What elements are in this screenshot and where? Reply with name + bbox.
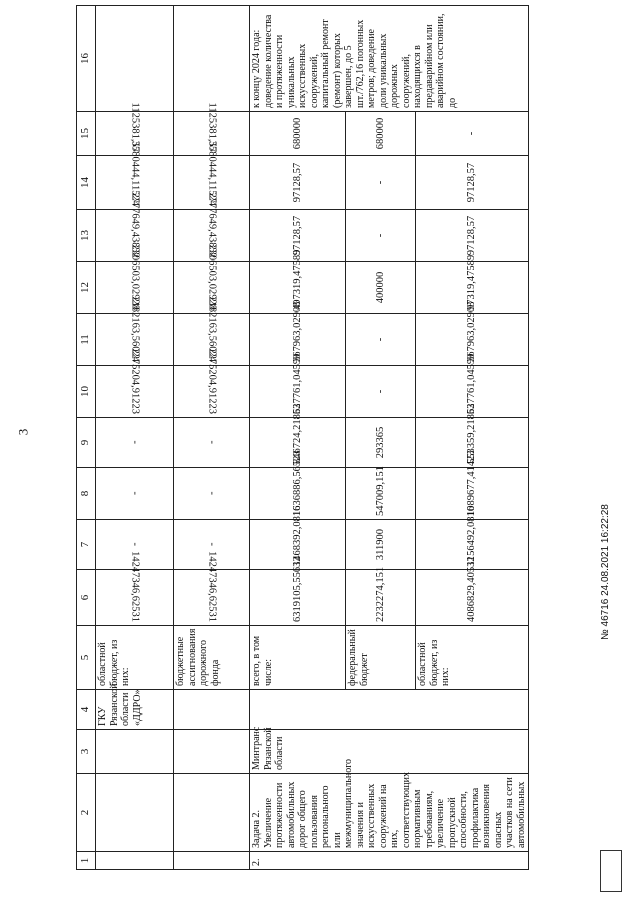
- value-cell: -: [346, 366, 416, 418]
- value-cell: -: [346, 156, 416, 210]
- value-cell: -: [174, 520, 250, 570]
- value-cell: 547009,151: [346, 468, 416, 520]
- header-cell: 8: [77, 468, 96, 520]
- value-cell: 3580444,11524: [96, 156, 174, 210]
- value-cell: -: [346, 314, 416, 366]
- task-description: Задача 2. Увеличение протяженности автомобильных дорог общего пользования регионального или межмуниципального значения и искусственных сооружений на них, соответствующих нормативным требованиям, увеличение пропускной способности, профилактика возникновения опасных участков на сети автомобильных: [250, 774, 529, 852]
- value-cell: 311900: [346, 520, 416, 570]
- value-cell: 2232274,151: [346, 570, 416, 626]
- header-cell: 9: [77, 418, 96, 468]
- barcode-mark: [600, 850, 622, 892]
- value-cell: 1089677,41423: [416, 468, 529, 520]
- source-cell: всего, в том числе:: [250, 626, 346, 690]
- value-cell: 497319,47589: [250, 262, 346, 314]
- value-cell: 2182163,56024: [174, 314, 250, 366]
- header-cell: 16: [77, 6, 96, 112]
- value-cell: 97319,47589: [416, 262, 529, 314]
- value-cell: 627761,04599: [250, 366, 346, 418]
- value-cell: 14247346,62531: [174, 570, 250, 626]
- value-cell: -: [96, 418, 174, 468]
- value-cell: 97128,57: [250, 210, 346, 262]
- value-cell: 97128,57: [416, 210, 529, 262]
- value-cell: 367963,02908: [250, 314, 346, 366]
- header-cell: 4: [77, 690, 96, 730]
- table-row-fund: [174, 6, 250, 870]
- value-cell: -: [346, 210, 416, 262]
- header-cell: 15: [77, 112, 96, 156]
- header-cell: 10: [77, 366, 96, 418]
- value-cell: 400000: [346, 262, 416, 314]
- value-cell: 2306503,02928: [174, 262, 250, 314]
- value-cell: 97128,57: [416, 156, 529, 210]
- value-cell: -: [96, 520, 174, 570]
- table-row-gku: [96, 6, 174, 870]
- table-row-task-2: [250, 6, 346, 870]
- value-cell: -: [174, 418, 250, 468]
- value-cell: 553359,21853: [416, 418, 529, 468]
- value-cell: 3580444,11524: [174, 156, 250, 210]
- value-cell: 4086829,40532: [416, 570, 529, 626]
- value-cell: -: [96, 468, 174, 520]
- value-cell: 2182163,56024: [96, 314, 174, 366]
- value-cell: 1125381,57: [96, 112, 174, 156]
- value-cell: 1125381,57: [174, 112, 250, 156]
- value-cell: 680000: [250, 112, 346, 156]
- value-cell: 627761,04599: [416, 366, 529, 418]
- header-row: [77, 6, 96, 870]
- source-cell: областной бюджет, из них:: [96, 626, 174, 690]
- row-number: 2.: [250, 852, 529, 870]
- value-cell: 1156492,0816: [416, 520, 529, 570]
- page-number: 3: [15, 428, 31, 436]
- value-cell: 293365: [346, 418, 416, 468]
- executor-cell: ГКУ Рязанской области «ДДРО»: [96, 690, 174, 730]
- header-cell: 7: [77, 520, 96, 570]
- source-cell: бюджетные ассигнования дорожного фонда: [174, 626, 250, 690]
- budget-table: [76, 5, 529, 870]
- registration-stamp: № 46716 24.08.2021 16:22:28: [600, 504, 611, 640]
- value-cell: -: [174, 468, 250, 520]
- value-cell: 6319105,55632: [250, 570, 346, 626]
- header-cell: 3: [77, 730, 96, 774]
- header-cell: 11: [77, 314, 96, 366]
- value-cell: 2777649,43832: [174, 210, 250, 262]
- source-cell: федеральный бюджет: [346, 626, 416, 690]
- value-cell: 1468392,0816: [250, 520, 346, 570]
- value-cell: 97128,57: [250, 156, 346, 210]
- value-cell: 846724,21853: [250, 418, 346, 468]
- value-cell: 367963,02908: [416, 314, 529, 366]
- indicator-cell: к концу 2024 года: доведение количества и протяженности уникальных искусственных сооружений, капитальный ремонт (ремонт) которых завершен, до 5 шт./762,16 погонных метров; доведение доли уникальных дорожных сооружений, находящихся в предаварийном или аварийном состоянии, до: [250, 6, 529, 112]
- customer-cell: Минтранс Рязанской области: [250, 730, 529, 774]
- value-cell: 2275204,91223: [174, 366, 250, 418]
- value-cell: 2777649,43832: [96, 210, 174, 262]
- header-cell: 14: [77, 156, 96, 210]
- value-cell: -: [416, 112, 529, 156]
- value-cell: 2306503,02928: [96, 262, 174, 314]
- value-cell: 14247346,62531: [96, 570, 174, 626]
- header-cell: 12: [77, 262, 96, 314]
- header-cell: 1: [77, 852, 96, 870]
- rotated-table-container: [76, 13, 527, 870]
- header-cell: 5: [77, 626, 96, 690]
- header-cell: 13: [77, 210, 96, 262]
- value-cell: 2275204,91223: [96, 366, 174, 418]
- source-cell: областной бюджет, из них:: [416, 626, 529, 690]
- value-cell: 680000: [346, 112, 416, 156]
- value-cell: 1636886,56523: [250, 468, 346, 520]
- header-cell: 6: [77, 570, 96, 626]
- header-cell: 2: [77, 774, 96, 852]
